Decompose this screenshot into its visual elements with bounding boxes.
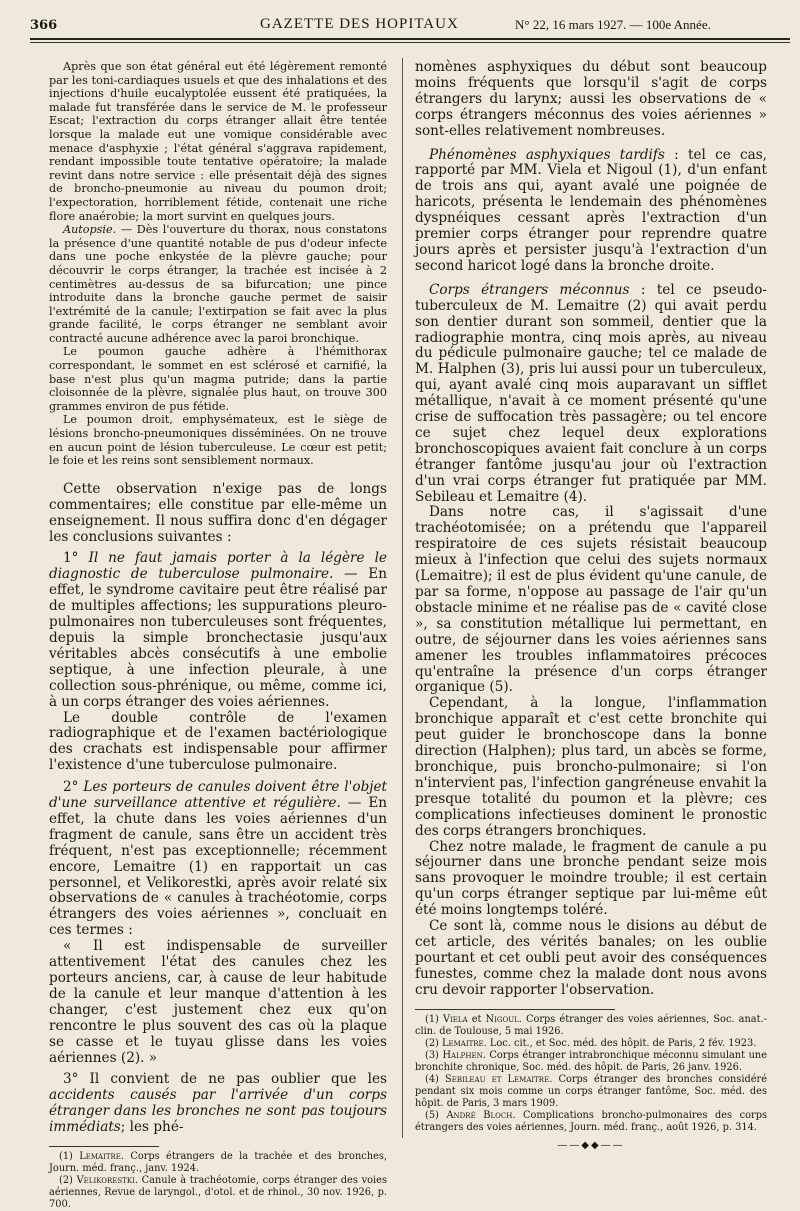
paragraph: Le poumon droit, emphysémateux, est le siège de lésions broncho-pneumoniques disséminées. On ne trouve en aucun point de lésion tuberculeuse. Le cœur est petit; le foie et les reins sont sensiblement normaux. bbox=[49, 413, 387, 468]
right-column bbox=[415, 60, 767, 1151]
paragraph-text: : tel ce cas, rapporté par MM. Viela et Nigoul (1), d'un enfant de trois ans qui, ayant avalé une poignée de haricots, présenta le lendemain des phénomènes dyspnéiques cessant après l'extraction d'un premier corps étranger pour reprendre quatre jours après et persister jusqu'à l'extraction d'un second haricot logé dans la bronche droite. bbox=[415, 146, 767, 274]
footnote-author: Sebileau et Lemaitre bbox=[445, 1073, 550, 1085]
paragraph: Chez notre malade, le fragment de canule a pu séjourner dans une bronche pendant seize mois sans provoquer le moindre trouble; il est certain qu'un corps étranger septique par lui-même eût été moins longtemps toléré. bbox=[415, 838, 767, 919]
conclusion-3 bbox=[49, 1072, 387, 1136]
footnote-5: (5) André Bloch. Complications broncho-pulmonaires des corps étrangers des voies aériennes, Journ. méd. franç., août 1926, p. 314. bbox=[415, 1109, 767, 1133]
paragraph: Dans notre cas, il s'agissait d'une trachéotomisée; on a prétendu que l'appareil respiratoire de ces sujets résistait beaucoup mieux à l'infection que celui des sujets normaux (Lemaitre); il est de plus évident qu'une canule, de par sa forme, n'oppose au passage de l'air qu'un obstacle minime et ne réalise pas de « cavité close », sa constitution métallique lui permettant, en outre, de séjourner dans les voies aériennes sans amener les troubles inflammatoires précoces qu'entraîne la présence d'un corps étranger organique (5). bbox=[415, 504, 767, 696]
footnote-text: . Canule à trachéotomie, corps étranger des voies aériennes, Revue de laryngol., d'otol. et de rhinol., 30 nov. 1926, p. 700. bbox=[49, 1175, 387, 1211]
footnote-author: Halphen bbox=[442, 1049, 483, 1061]
paragraph: Le poumon gauche adhère à l'hémithorax correspondant, le sommet en est sclérosé et carnifié, la base n'est plus qu'un magma putride; dans la partie cloisonnée de la plèvre, signalée plus haut, on trouve 300 grammes environ de pus fétide. bbox=[49, 345, 387, 413]
journal-title: GAZETTE DES HOPITAUX bbox=[260, 16, 459, 32]
footnote-author: Velikorestki bbox=[76, 1175, 135, 1187]
footnote-joiner: et bbox=[467, 1013, 486, 1025]
conclusion-title: accidents causés par l'arrivée d'un corps étranger dans les bronches ne sont pas toujours immédiats bbox=[49, 1087, 387, 1136]
subheading: Phénomènes asphyxiques tardifs bbox=[429, 146, 665, 163]
paragraph: Cependant, à la longue, l'inflammation bronchique apparaît et c'est cette bronchite qui peut guider le bronchoscope dans la bonne direction (Halphen); plus tard, un abcès se forme, bronchique, puis broncho-pulmonaire; si l'on n'intervient pas, l'infection gangréneuse envahit la presque totalité du poumon et la plèvre; ces complications infectieuses dominent le pronostic des corps étrangers bronchiques. bbox=[415, 695, 767, 839]
footnote-1: (1) Viela et Nigoul. Corps étranger des voies aériennes, Soc. anat.-clin. de Toulouse, 5 mai 1926. bbox=[415, 1013, 767, 1037]
conclusion-text: ; les phé- bbox=[120, 1119, 184, 1136]
footnote-author: André Bloch bbox=[446, 1109, 513, 1121]
footnote-text: . Loc. cit., et Soc. méd. des hôpit. de Paris, 2 fév. 1923. bbox=[483, 1037, 757, 1049]
conclusion-text: — En effet, le syndrome cavitaire peut être réalisé par de multiples affections; les suppurations pleuro-pulmonaires non tuberculeuses sont fréquentes, depuis la simple bronchectasie jusqu'aux véritables abcès consécutifs à une embolie septique, à une infection pleurale, à une collection sous-phrénique, ou même, comme ici, à un corps étranger des voies aériennes. bbox=[49, 566, 387, 710]
header-rule bbox=[30, 38, 790, 40]
footnote-rule bbox=[49, 1146, 159, 1147]
conclusion-2 bbox=[49, 780, 387, 939]
paragraph: Le double contrôle de l'examen radiographique et de l'examen bactériologique des crachats est indispensable pour affirmer l'existence d'une tuberculose pulmonaire. bbox=[49, 709, 387, 774]
page-number: 366 bbox=[30, 18, 58, 33]
footnote-text: . Corps étrangers de la trachée et des bronches, Journ. méd. franç., janv. 1924. bbox=[49, 1151, 387, 1175]
footnote-author: Nigoul bbox=[485, 1013, 519, 1025]
footnote-2: (2) Lemaitre. Loc. cit., et Soc. méd. des hôpit. de Paris, 2 fév. 1923. bbox=[425, 1037, 757, 1049]
commentary-text bbox=[49, 482, 387, 1136]
conclusion-text: — En effet, la chute dans les voies aériennes d'un fragment de canule, sans être un accident très fréquent, n'est pas exceptionnelle; récemment encore, Lemaitre (1) en rapportait un cas personnel, et Velikorestki, après avoir relaté six observations de « canules à trachéotomie, corps étrangers des voies aériennes », concluait en ces termes : bbox=[49, 795, 387, 939]
footnote-author: Viela bbox=[442, 1013, 468, 1025]
autopsy-paragraph bbox=[49, 223, 387, 345]
unknown-foreign-bodies-paragraph bbox=[415, 283, 767, 506]
paragraph-text: : tel ce pseudo-tuberculeux de M. Lemaitre (2) qui avait perdu son dentier durant son sommeil, dentier que la radiographie montra, cinq mois après, au niveau du pédicule pulmonaire gauche; tel ce malade de M. Halphen (3), pris lui aussi pour un tuberculeux, qui, ayant avalé cinq mois auparavant un sifflet métallique, n'avait à ce moment présenté qu'une crise de suffocation très passagère; ou tel encore ce sujet chez lequel deux explorations bronchoscopiques avaient fait conclure à un corps étranger fantôme jusqu'au jour où l'extraction d'un vrai corps étranger fut pratiquée par MM. Sebileau et Lemaitre (4). bbox=[415, 281, 767, 505]
end-ornament: ——◆◆—— bbox=[557, 1139, 625, 1151]
late-asphyxia-paragraph bbox=[415, 148, 767, 275]
conclusion-title: Les porteurs de canules doivent être l'objet d'une surveillance attentive et régulière. bbox=[49, 779, 387, 812]
autopsy-label: Autopsie. bbox=[63, 223, 117, 237]
footnote-author: Lemaitre bbox=[79, 1151, 121, 1163]
column-separator bbox=[402, 58, 403, 1138]
quotation: « Il est indispensable de surveiller attentivement l'état des canules chez les porteurs anciens, car, à cause de leur habitude de la canule et leur manque d'attention à les changer, c'est justement chez eux qu'on rencontre le plus souvent des cas où la plaque se casse et le tuyau glisse dans les voies aériennes (2). » bbox=[49, 938, 387, 1066]
paragraph: Cette observation n'exige pas de longs commentaires; elle constitue par elle-même un enseignement. Il nous suffira donc d'en dégager les conclusions suivantes : bbox=[49, 480, 387, 545]
left-column bbox=[49, 60, 387, 1211]
footnote-3: (3) Halphen. Corps étranger intrabronchique méconnu simulant une bronchite chronique, Soc. méd. des hôpit. de Paris, 26 janv. 1926. bbox=[415, 1049, 768, 1073]
commentary-text-continued bbox=[415, 60, 767, 999]
paragraph: nomènes asphyxiques du début sont beaucoup moins fréquents que lorsqu'il s'agit de corps étrangers du larynx; aussi les observations de « corps étrangers méconnus des voies aériennes » sont-elles relativement nombreuses. bbox=[415, 59, 767, 139]
subheading: Corps étrangers méconnus bbox=[429, 281, 630, 298]
header-rule-thin bbox=[30, 42, 790, 43]
issue-info: N° 22, 16 mars 1927. — 100e Année. bbox=[515, 17, 711, 32]
footnote-author: Lemaitre bbox=[442, 1037, 484, 1049]
footnote-text: . Complications broncho-pulmonaires des corps étrangers des voies aériennes, Journ. méd. franç., août 1926, p. 314. bbox=[415, 1109, 767, 1133]
conclusion-number: 1° bbox=[63, 550, 89, 567]
footnote-2: (2) Velikorestki. Canule à trachéotomie, corps étranger des voies aériennes, Revue de laryngol., d'otol. et de rhinol., 30 nov. 1926, p. 700. bbox=[49, 1175, 387, 1211]
autopsy-text: — Dès l'ouverture du thorax, nous constatons la présence d'une quantité notable de pus d'odeur infecte dans une poche enkystée de la plèvre gauche; pour découvrir le corps étranger, la trachée est incisée à 2 centimètres au-dessus de sa bifurcation; une pince introduite dans la bronche gauche permet de saisir l'extrémité de la canule; l'extirpation se fait avec la plus grande facilité, le corps étranger ne semblant avoir contracté aucune adhérence avec la paroi bronchique. bbox=[49, 223, 387, 345]
observation-small-text bbox=[49, 60, 387, 468]
footnote-4: (4) Sebileau et Lemaitre. Corps étranger des bronches considéré pendant six mois comme un corps étranger fantôme, Soc. méd. des hôpit. de Paris, 3 mars 1909. bbox=[415, 1073, 768, 1109]
paragraph: Après que son état général eut été légèrement remonté par les toni-cardiaques usuels et que des inhalations et des injections d'huile eucalyptolée eussent été pratiquées, la malade fut transférée dans le service de M. le professeur Escat; l'extraction du corps étranger allait être tentée lorsque la malade eut une vomique considérable avec menace d'asphyxie ; l'état général s'aggrava rapidement, rendant impossible toute tentative opératoire; la malade revint dans notre service : elle présentait déjà des signes de broncho-pneumonie au niveau du poumon droit; l'expectoration, horriblement fétide, contenait une riche flore anaérobie; la mort survint en quelques jours. bbox=[49, 60, 387, 223]
conclusion-1 bbox=[49, 551, 387, 710]
paragraph: Ce sont là, comme nous le disions au début de cet article, des vérités banales; on les oublie pourtant et cet oubli peut avoir des conséquences funestes, comme chez la malade dont nous avons cru devoir rapporter l'observation. bbox=[415, 918, 767, 998]
footnote-text: . Corps étranger intrabronchique méconnu simulant une bronchite chronique, Soc. méd. des hôpit. de Paris, 26 janv. 1926. bbox=[415, 1049, 768, 1073]
conclusion-title: Il ne faut jamais porter à la légère le diagnostic de tuberculose pulmonaire. bbox=[49, 550, 387, 583]
footnote-text: . Corps étranger des voies aériennes, Soc. anat.-clin. de Toulouse, 5 mai 1926. bbox=[415, 1013, 767, 1037]
footnote-rule bbox=[415, 1009, 615, 1010]
conclusion-number: 3° Il convient de ne pas oublier que les bbox=[63, 1071, 387, 1088]
footnote-1: (1) Lemaitre. Corps étrangers de la trachée et des bronches, Journ. méd. franç., janv. 1924. bbox=[49, 1151, 387, 1175]
conclusion-number: 2° bbox=[63, 779, 84, 796]
footnote-text: . Corps étranger des bronches considéré pendant six mois comme un corps étranger fantôme, Soc. méd. des hôpit. de Paris, 3 mars 1909. bbox=[415, 1073, 768, 1109]
